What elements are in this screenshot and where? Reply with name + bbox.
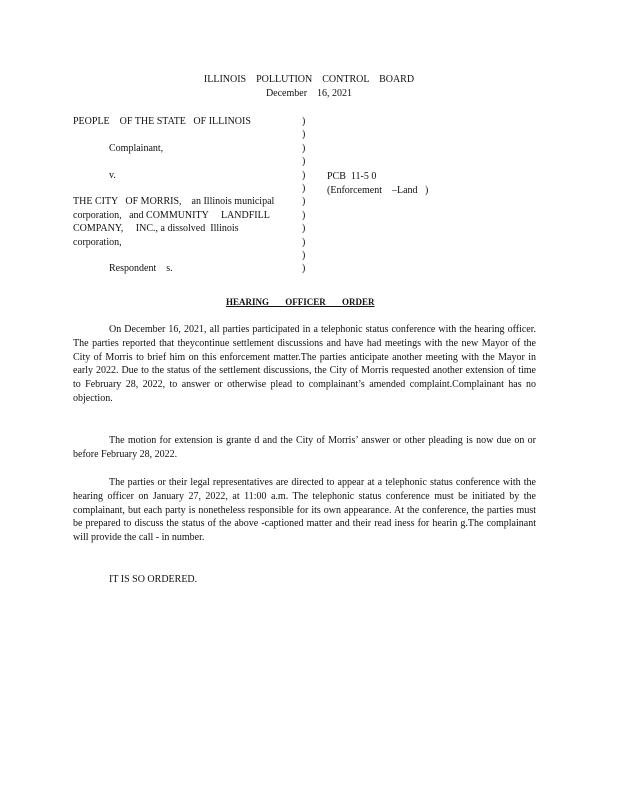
- paragraph-1: [73, 323, 536, 406]
- plaintiff-name: PEOPLE OF THE STATE OF ILLINOIS: [73, 116, 251, 127]
- defendant-line: THE CITY OF MORRIS, an Illinois municipal: [73, 196, 275, 208]
- versus: v.: [109, 169, 116, 181]
- defendant-line: corporation, and COMMUNITY LANDFILL: [73, 209, 270, 221]
- paren: ): [302, 236, 306, 248]
- closing-text: IT IS SO ORDERED.: [109, 574, 198, 585]
- spacer: [73, 155, 298, 168]
- spacer: [73, 249, 298, 262]
- paren: ): [302, 156, 306, 168]
- order-title: HEARING OFFICER ORDER: [226, 297, 375, 307]
- paren: ): [302, 263, 306, 275]
- case-number: PCB 11-5 0: [327, 171, 377, 182]
- paragraph-text: On December 16, 2021, all parties participated in a telephonic status conference with the hearing officer. The parties reported that theycontinue settlement discussions and have had meetings with the new Mayor of the City of Morris to brief him on this enforcement matter.The parties anticipate another meeting with the Mayor in early 2022. Due to the status of the settlement discussions, the City of Morris requested another extension of time to February 28, 2022, to answer or otherwise plead to complainant’s amended complaint.Complainant has no objection.: [73, 324, 536, 404]
- closing-statement: [73, 573, 536, 587]
- paren: ): [302, 196, 306, 208]
- paren: ): [302, 116, 306, 127]
- document-header: [0, 73, 618, 101]
- paren: ): [302, 142, 306, 154]
- paren: ): [302, 209, 306, 221]
- defendant-line: corporation,: [73, 236, 122, 248]
- paragraph-3: [73, 476, 536, 545]
- plaintiff-role: Complainant,: [109, 142, 164, 154]
- paragraph-2: [73, 434, 536, 462]
- defendant-role: Respondent s.: [109, 263, 173, 275]
- paren: ): [302, 183, 306, 195]
- paren: ): [302, 129, 306, 141]
- case-caption: [73, 115, 298, 276]
- spacer: [73, 128, 298, 141]
- case-type: (Enforcement –Land ): [327, 185, 429, 196]
- paren: ): [302, 223, 306, 235]
- defendant-line: COMPANY, INC., a dissolved Illinois: [73, 223, 239, 235]
- case-number-block: [327, 170, 428, 198]
- paren: ): [302, 169, 306, 181]
- caption-parentheses: [302, 115, 312, 276]
- paragraph-text: The parties or their legal representatives are directed to appear at a telephonic status conference with the hearing officer on January 27, 2022, at 11:00 a.m. The telephonic status conference must be initiated by the complainant, but each party is nonetheless responsible for its own appearance. At the conference, the parties must be prepared to discuss the status of the above -captioned matter and their read iness for hearin g.The complainant will provide the call - in number.: [73, 477, 536, 544]
- paren: ): [302, 250, 306, 262]
- paragraph-text: The motion for extension is grante d and the City of Morris’ answer or other pleading is now due on or before February 28, 2022.: [73, 435, 536, 460]
- order-date: December 16, 2021: [265, 88, 353, 99]
- board-name: ILLINOIS POLLUTION CONTROL BOARD: [203, 74, 415, 85]
- spacer: [73, 182, 298, 195]
